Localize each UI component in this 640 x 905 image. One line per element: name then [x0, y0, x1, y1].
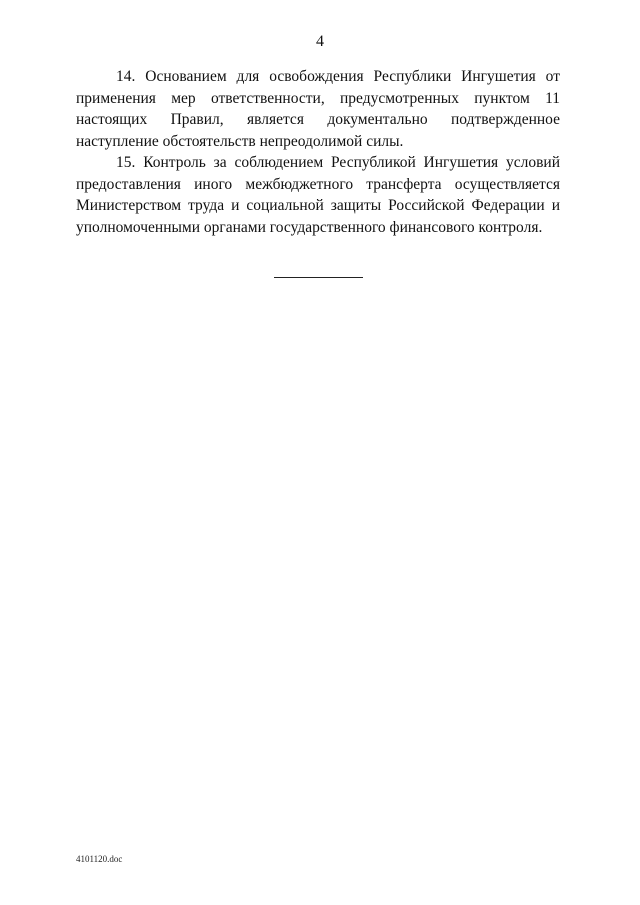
paragraph-15: 15. Контроль за соблюдением Республикой Ингушетия условий предоставления иного межбюджетного трансферта осуществляется Министерством труда и социальной защиты Российской Федерации и уполномоченными органами государственного финансового контроля.: [76, 154, 560, 236]
document-body: [76, 66, 560, 238]
end-separator-line: [274, 277, 363, 278]
paragraph-14: 14. Основанием для освобождения Республики Ингушетия от применения мер ответственности, предусмотренных пунктом 11 настоящих Правил, является документально подтвержденное наступление обстоятельств непреодолимой силы.: [76, 68, 560, 150]
page-number: 4: [316, 33, 324, 50]
footer-file-code: 4101120.doc: [76, 854, 123, 864]
